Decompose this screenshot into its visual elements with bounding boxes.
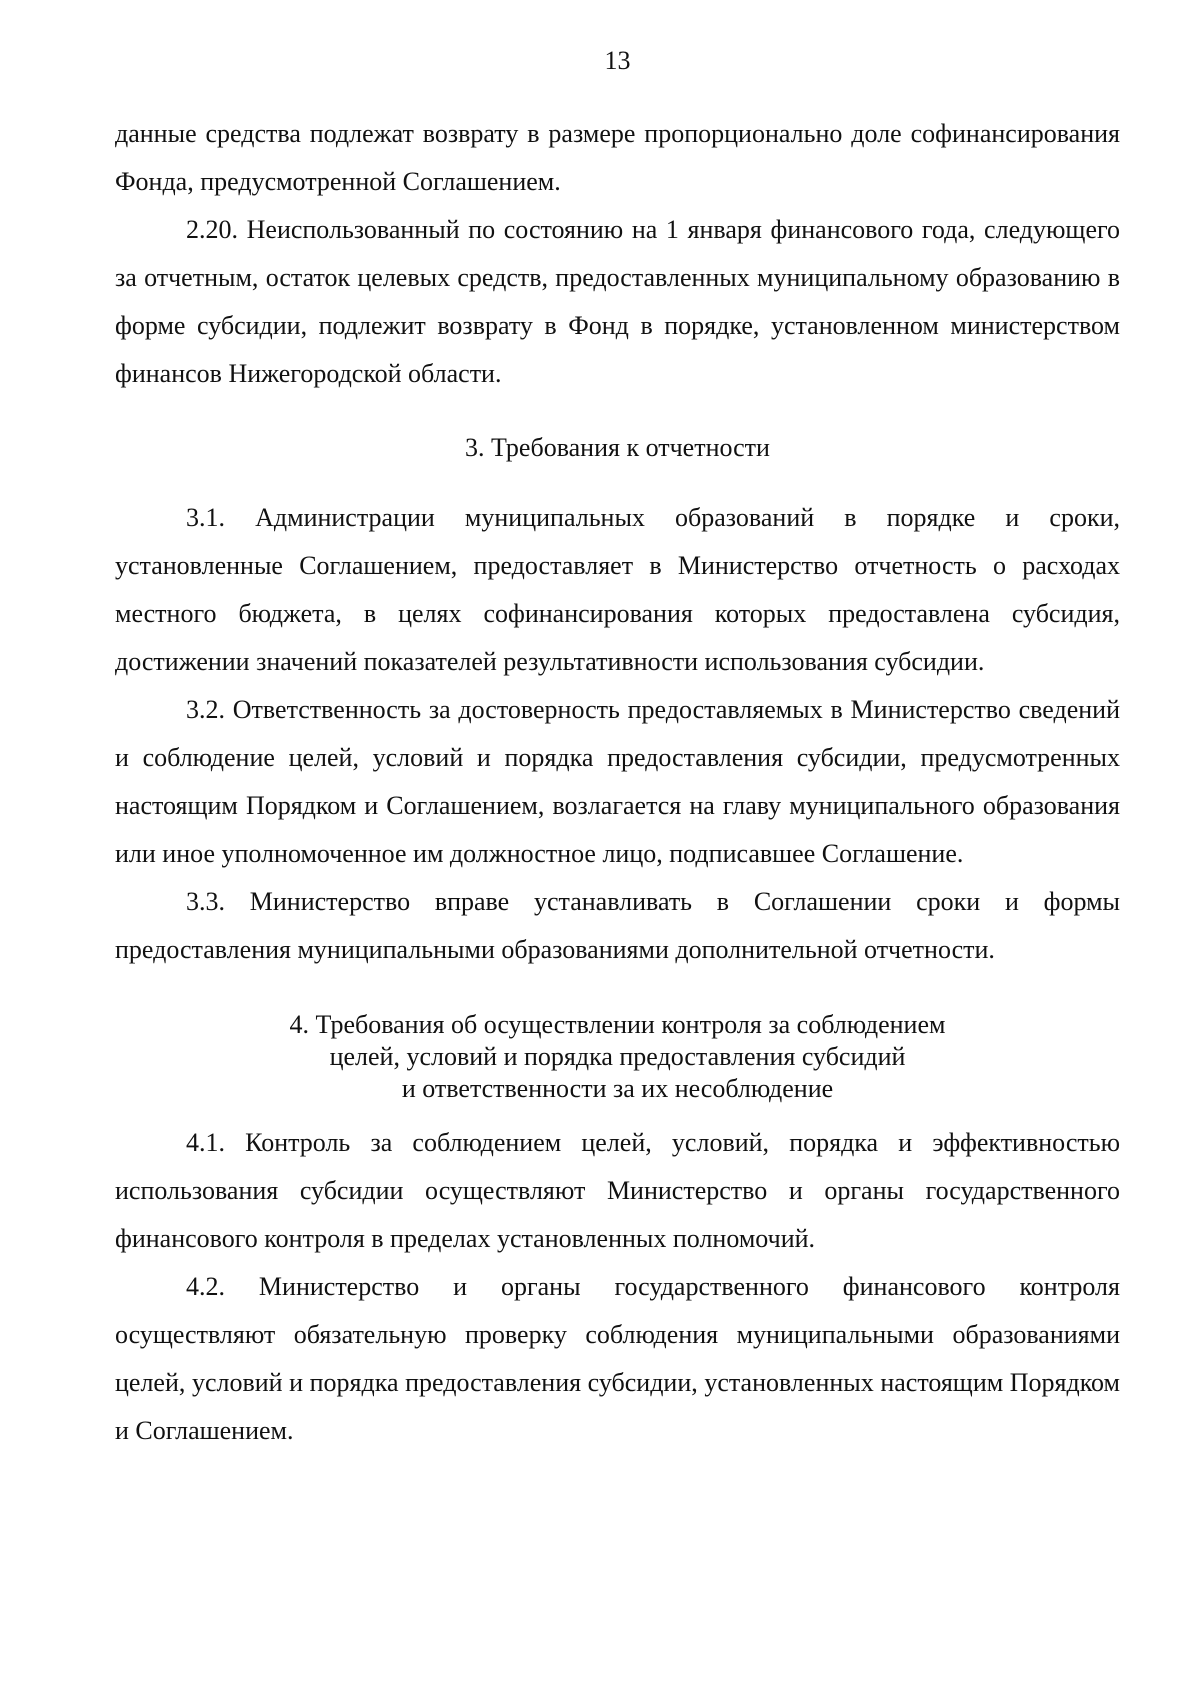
paragraph-3-3: 3.3. Министерство вправе устанавливать в Соглашении сроки и формы предоставления муниципальными образованиями дополнительной отчетности. xyxy=(115,887,1120,964)
section-4-title-line: 4. Требования об осуществлении контроля за соблюдением xyxy=(289,1010,946,1039)
paragraph-4-1: 4.1. Контроль за соблюдением целей, условий, порядка и эффективностью использования субсидии осуществляют Министерство и органы государственного финансового контроля в пределах установленных полномочий. xyxy=(115,1128,1120,1253)
section-3-title: 3. Требования к отчетности xyxy=(465,433,770,462)
paragraph-3-1: 3.1. Администрации муниципальных образований в порядке и сроки, установленные Соглашением, предоставляет в Министерство отчетность о расходах местного бюджета, в целях софинансирования которых предоставлена субсидия, достижении значений показателей результативности использования субсидии. xyxy=(115,503,1120,676)
section-4-title-line: и ответственности за их несоблюдение xyxy=(401,1074,834,1103)
section-4-title-line: целей, условий и порядка предоставления субсидий xyxy=(329,1042,906,1071)
paragraph-4-2: 4.2. Министерство и органы государственного финансового контроля осуществляют обязательную проверку соблюдения муниципальными образованиями целей, условий и порядка предоставления субсидии, установленных настоящим Порядком и Соглашением. xyxy=(115,1272,1120,1445)
paragraph-continuation: данные средства подлежат возврату в размере пропорционально доле софинансирования Фонда, предусмотренной Соглашением. xyxy=(115,119,1120,196)
section-4-title xyxy=(115,1009,1120,1105)
page-number: 13 xyxy=(604,46,631,75)
paragraph-3-2: 3.2. Ответственность за достоверность предоставляемых в Министерство сведений и соблюдение целей, условий и порядка предоставления субсидии, предусмотренных настоящим Порядком и Соглашением, возлагается на главу муниципального образования или иное уполномоченное им должностное лицо, подписавшее Соглашение. xyxy=(115,695,1120,868)
paragraph-2-20: 2.20. Неиспользованный по состоянию на 1 января финансового года, следующего за отчетным, остаток целевых средств, предоставленных муниципальному образованию в форме субсидии, подлежит возврату в Фонд в порядке, установленном министерством финансов Нижегородской области. xyxy=(115,215,1120,388)
document-body xyxy=(115,110,1120,1455)
